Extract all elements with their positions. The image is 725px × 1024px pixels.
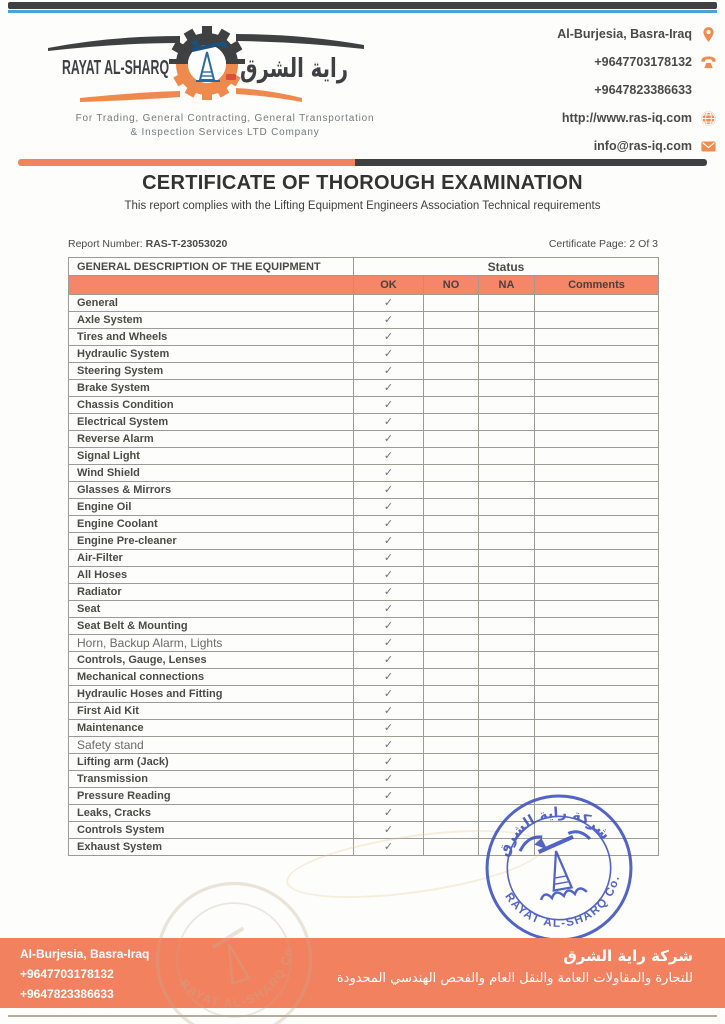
na-cell [479, 312, 535, 329]
globe-icon [700, 110, 717, 127]
na-cell [479, 737, 535, 754]
ok-cell: ✓ [354, 618, 424, 635]
ok-cell: ✓ [354, 448, 424, 465]
comments-cell [535, 482, 659, 499]
na-cell [479, 686, 535, 703]
equipment-label: Engine Oil [69, 499, 354, 516]
tagline-line-2: & Inspection Services LTD Company [130, 127, 320, 138]
equipment-label: Controls, Gauge, Lenses [69, 652, 354, 669]
na-cell [479, 703, 535, 720]
ok-cell: ✓ [354, 397, 424, 414]
equipment-label: Signal Light [69, 448, 354, 465]
table-row [69, 618, 659, 635]
equipment-label: Pressure Reading [69, 788, 354, 805]
contact-email [417, 132, 717, 160]
comments-cell [535, 567, 659, 584]
na-cell [479, 363, 535, 380]
no-cell [424, 788, 479, 805]
equipment-label: All Hoses [69, 567, 354, 584]
equipment-label: Reverse Alarm [69, 431, 354, 448]
ok-cell: ✓ [354, 601, 424, 618]
company-stamp-blue [471, 780, 647, 956]
equipment-label: Transmission [69, 771, 354, 788]
table-row [69, 516, 659, 533]
na-cell [479, 499, 535, 516]
equipment-label: Steering System [69, 363, 354, 380]
ok-cell: ✓ [354, 771, 424, 788]
contact-address [417, 20, 717, 48]
report-meta [68, 238, 658, 250]
location-pin-icon [700, 26, 717, 43]
equipment-label: Seat [69, 601, 354, 618]
na-cell [479, 516, 535, 533]
na-cell [479, 635, 535, 652]
table-row [69, 720, 659, 737]
equipment-label: Air-Filter [69, 550, 354, 567]
ok-cell: ✓ [354, 788, 424, 805]
ok-cell: ✓ [354, 414, 424, 431]
ok-cell: ✓ [354, 805, 424, 822]
ok-cell: ✓ [354, 533, 424, 550]
no-cell [424, 431, 479, 448]
ok-cell: ✓ [354, 516, 424, 533]
logo-truck-accent [226, 74, 236, 80]
no-cell [424, 601, 479, 618]
ok-cell: ✓ [354, 346, 424, 363]
table-row [69, 295, 659, 312]
na-cell [479, 720, 535, 737]
status-column-header: Status [354, 258, 659, 276]
ok-cell: ✓ [354, 482, 424, 499]
equipment-label: Chassis Condition [69, 397, 354, 414]
embossed-seal-pumpjack-icon [210, 928, 258, 986]
no-cell [424, 482, 479, 499]
ok-cell: ✓ [354, 499, 424, 516]
no-cell [424, 652, 479, 669]
na-cell [479, 771, 535, 788]
na-cell [479, 567, 535, 584]
comments-cell [535, 414, 659, 431]
equipment-label: Controls System [69, 822, 354, 839]
logo-swoosh-top-right [236, 34, 364, 49]
na-cell [479, 380, 535, 397]
contact-website [417, 104, 717, 132]
table-row [69, 533, 659, 550]
comments-cell [535, 652, 659, 669]
header-divider-orange [18, 159, 355, 166]
address-text: Al-Burjesia, Basra-Iraq [557, 27, 692, 41]
phone-1-text: +9647703178132 [594, 55, 692, 69]
phone-2-text: +9647823386633 [594, 83, 692, 97]
na-cell [479, 346, 535, 363]
comments-cell [535, 465, 659, 482]
no-cell [424, 550, 479, 567]
table-row [69, 737, 659, 754]
equipment-label: Mechanical connections [69, 669, 354, 686]
contact-phone-1 [417, 48, 717, 76]
ok-cell: ✓ [354, 686, 424, 703]
equipment-label: General [69, 295, 354, 312]
ok-column-header: OK [354, 276, 424, 295]
status-subheader-spacer [69, 276, 354, 295]
equipment-label: Glasses & Mirrors [69, 482, 354, 499]
ok-cell: ✓ [354, 635, 424, 652]
no-cell [424, 584, 479, 601]
comments-cell [535, 448, 659, 465]
company-name-arabic: راية الشرق [240, 54, 348, 84]
na-cell [479, 397, 535, 414]
no-cell [424, 363, 479, 380]
comments-cell [535, 618, 659, 635]
phone-icon [700, 54, 717, 71]
table-row [69, 635, 659, 652]
table-row [69, 397, 659, 414]
header-divider-dark [355, 159, 707, 166]
comments-cell [535, 380, 659, 397]
comments-cell [535, 550, 659, 567]
ok-cell: ✓ [354, 737, 424, 754]
na-cell [479, 533, 535, 550]
company-logo [40, 12, 370, 112]
company-name-english: RAYAT AL-SHARQ [62, 57, 169, 79]
equipment-label: Seat Belt & Mounting [69, 618, 354, 635]
no-cell [424, 703, 479, 720]
ok-cell: ✓ [354, 380, 424, 397]
comments-column-header: Comments [535, 276, 659, 295]
equipment-label: Safety stand [69, 737, 354, 754]
ok-cell: ✓ [354, 567, 424, 584]
no-cell [424, 771, 479, 788]
no-cell [424, 346, 479, 363]
comments-cell [535, 431, 659, 448]
na-cell [479, 652, 535, 669]
comments-cell [535, 737, 659, 754]
footer-arabic-description: للتجارة والمقاولات العامة والنقل العام والفحص الهندسي المحدودة [336, 971, 693, 986]
ok-cell: ✓ [354, 822, 424, 839]
equipment-label: Hydraulic Hoses and Fitting [69, 686, 354, 703]
na-cell [479, 754, 535, 771]
table-row [69, 363, 659, 380]
company-tagline [30, 112, 420, 140]
comments-cell [535, 754, 659, 771]
equipment-inspection-table [68, 257, 659, 856]
footer-arabic-company-name: شركة راية الشرق [563, 947, 693, 965]
comments-cell [535, 720, 659, 737]
table-row [69, 771, 659, 788]
table-row [69, 669, 659, 686]
no-cell [424, 567, 479, 584]
table-row [69, 380, 659, 397]
comments-cell [535, 516, 659, 533]
ok-cell: ✓ [354, 465, 424, 482]
equipment-label: Brake System [69, 380, 354, 397]
table-header-row [69, 258, 659, 276]
no-cell [424, 686, 479, 703]
contact-phone-2 [417, 76, 717, 104]
logo-swoosh-bottom-left [80, 91, 180, 102]
no-cell [424, 533, 479, 550]
ok-cell: ✓ [354, 703, 424, 720]
table-row [69, 754, 659, 771]
comments-cell [535, 669, 659, 686]
comments-cell [535, 499, 659, 516]
na-column-header: NA [479, 276, 535, 295]
comments-cell [535, 533, 659, 550]
equipment-table-body [69, 295, 659, 856]
certificate-page-value: 2 Of 3 [629, 238, 658, 250]
certificate-page [549, 238, 658, 250]
logo-swoosh-bottom-right [236, 88, 302, 102]
contact-block [417, 20, 717, 160]
ok-cell: ✓ [354, 669, 424, 686]
comments-cell [535, 329, 659, 346]
no-cell [424, 720, 479, 737]
no-cell [424, 312, 479, 329]
status-subheader-row [69, 276, 659, 295]
certificate-page-label: Certificate Page: [548, 238, 627, 250]
equipment-label: Hydraulic System [69, 346, 354, 363]
table-row [69, 686, 659, 703]
comments-cell [535, 703, 659, 720]
stamp-arabic-arc-text: شركة راية الشرق [495, 805, 614, 859]
no-cell [424, 397, 479, 414]
report-number-value: RAS-T-23053020 [145, 238, 228, 250]
no-cell [424, 516, 479, 533]
comments-cell [535, 635, 659, 652]
equipment-label: Electrical System [69, 414, 354, 431]
page-title: CERTIFICATE OF THOROUGH EXAMINATION [142, 172, 583, 194]
equipment-label: First Aid Kit [69, 703, 354, 720]
table-row [69, 448, 659, 465]
na-cell [479, 465, 535, 482]
comments-cell [535, 686, 659, 703]
report-number [68, 238, 227, 250]
na-cell [479, 431, 535, 448]
envelope-icon [700, 138, 717, 155]
table-row [69, 584, 659, 601]
footer-contact-block [20, 944, 149, 1004]
table-row [69, 346, 659, 363]
description-column-header: GENERAL DESCRIPTION OF THE EQUIPMENT [69, 258, 354, 276]
comments-cell [535, 601, 659, 618]
comments-cell [535, 346, 659, 363]
no-cell [424, 414, 479, 431]
na-cell [479, 482, 535, 499]
ok-cell: ✓ [354, 329, 424, 346]
report-number-label: Report Number: [68, 238, 143, 250]
stamp-pumpjack-icon [518, 828, 599, 902]
page-subtitle: This report complies with the Lifting Equipment Engineers Association Technical requirements [124, 200, 601, 212]
equipment-label: Leaks, Cracks [69, 805, 354, 822]
footer-arabic-block [337, 944, 693, 990]
table-row [69, 601, 659, 618]
table-row [69, 465, 659, 482]
footer-phone-1: +9647703178132 [20, 967, 114, 981]
table-row [69, 431, 659, 448]
comments-cell [535, 397, 659, 414]
equipment-label: Lifting arm (Jack) [69, 754, 354, 771]
table-row [69, 703, 659, 720]
equipment-label: Engine Pre-cleaner [69, 533, 354, 550]
no-column-header: NO [424, 276, 479, 295]
na-cell [479, 329, 535, 346]
ok-cell: ✓ [354, 312, 424, 329]
equipment-label: Axle System [69, 312, 354, 329]
stamp-latin-arc-text: RAYAT AL-SHARQ Co. [502, 873, 623, 930]
no-cell [424, 295, 479, 312]
ok-cell: ✓ [354, 584, 424, 601]
no-cell [424, 448, 479, 465]
equipment-label: Maintenance [69, 720, 354, 737]
table-row [69, 329, 659, 346]
ok-cell: ✓ [354, 754, 424, 771]
no-cell [424, 669, 479, 686]
ok-cell: ✓ [354, 550, 424, 567]
table-row [69, 312, 659, 329]
no-cell [424, 737, 479, 754]
ok-cell: ✓ [354, 363, 424, 380]
na-cell [479, 618, 535, 635]
website-text: http://www.ras-iq.com [561, 111, 692, 125]
table-row [69, 414, 659, 431]
equipment-label: Exhaust System [69, 839, 354, 856]
bottom-divider [8, 1015, 717, 1017]
na-cell [479, 448, 535, 465]
table-row [69, 550, 659, 567]
footer-phone-2: +9647823386633 [20, 987, 114, 1001]
na-cell [479, 295, 535, 312]
table-row [69, 567, 659, 584]
equipment-label: Engine Coolant [69, 516, 354, 533]
no-cell [424, 499, 479, 516]
no-cell [424, 754, 479, 771]
ok-cell: ✓ [354, 720, 424, 737]
equipment-label: Tires and Wheels [69, 329, 354, 346]
no-cell [424, 635, 479, 652]
no-cell [424, 465, 479, 482]
email-text: info@ras-iq.com [593, 139, 692, 153]
no-cell [424, 380, 479, 397]
ok-cell: ✓ [354, 295, 424, 312]
no-cell [424, 618, 479, 635]
na-cell [479, 669, 535, 686]
table-row [69, 652, 659, 669]
na-cell [479, 584, 535, 601]
ok-cell: ✓ [354, 431, 424, 448]
tagline-line-1: For Trading, General Contracting, General Transportation [75, 113, 375, 124]
top-divider-dark [8, 2, 717, 9]
comments-cell [535, 295, 659, 312]
logo-swoosh-top-left [48, 36, 180, 51]
na-cell [479, 550, 535, 567]
embossed-seal-arc-text: RAYAT AL-SHARQ Co [177, 945, 296, 1011]
footer-address: Al-Burjesia, Basra-Iraq [20, 947, 150, 961]
table-row [69, 482, 659, 499]
na-cell [479, 601, 535, 618]
comments-cell [535, 584, 659, 601]
no-cell [424, 329, 479, 346]
ok-cell: ✓ [354, 652, 424, 669]
na-cell [479, 414, 535, 431]
equipment-label: Horn, Backup Alarm, Lights [69, 635, 354, 652]
equipment-label: Wind Shield [69, 465, 354, 482]
equipment-label: Radiator [69, 584, 354, 601]
table-row [69, 499, 659, 516]
ok-cell: ✓ [354, 839, 424, 856]
comments-cell [535, 312, 659, 329]
comments-cell [535, 363, 659, 380]
